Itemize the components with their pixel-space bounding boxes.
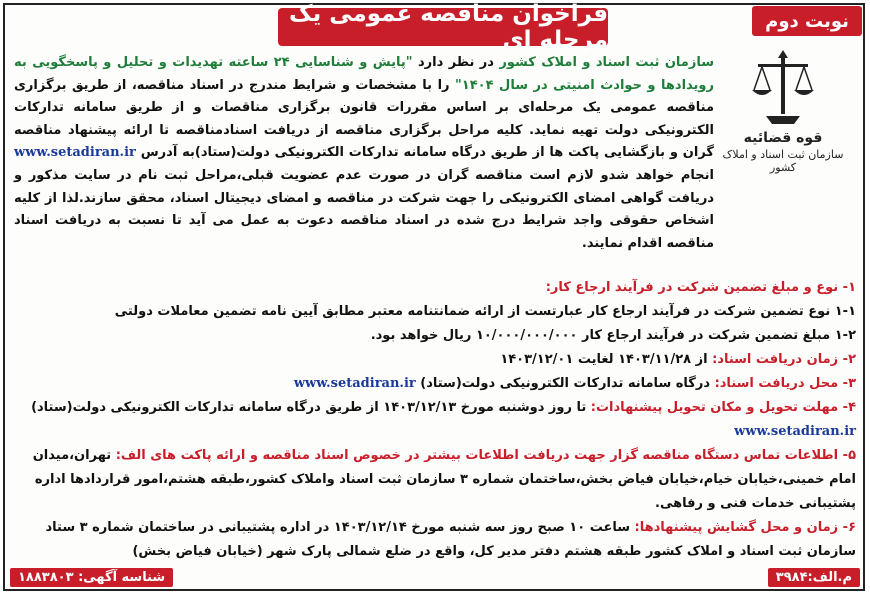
section-2-value: از ۱۴۰۳/۱۱/۲۸ لغایت ۱۴۰۳/۱۲/۰۱ [500,352,713,367]
round-badge-text: نوبت دوم [765,10,849,32]
intro-website-link[interactable]: www.setadiran.ir [14,145,136,161]
code-text: م.الف:۳۹۸۴ [775,570,852,585]
section-4-label: ۴- مهلت تحویل و مکان تحویل پیشنهادات: [590,400,856,415]
section-3-label: ۳- محل دریافت اسناد: [714,376,856,391]
section-3 [14,372,856,396]
section-2 [14,348,856,372]
judiciary-emblem [718,50,848,190]
intro-text-3: انجام خواهد شدو لازم است مناقصه گران در صورت عدم عضویت قبلی،مراحل ثبت نام در سایت مذکور و دریافت گواهی امضای الکترونیکی را جهت شرکت در مناقصه و امضای دیجیتال اسناد، محقق سازند.لذا از کلیه اشخاص حقوقی واجد شرایط درج شده در اسناد مناقصه دعوت به عمل می آید تا نسبت به دریافت اسناد مناقصه اقدام نمایند. [14,167,714,251]
section-4 [14,396,856,444]
notice-id-text: شناسه آگهی: ۱۸۸۳۸۰۳ [18,570,166,585]
notice-id-badge [10,568,173,587]
section-6-value: ساعت ۱۰ صبح روز سه شنبه مورخ ۱۴۰۳/۱۲/۱۴ در اداره پشتیبانی در ساختمان شماره ۳ ستاد سازمان ثبت اسناد و املاک کشور طبقه هشتم دفتر مدیر کل، واقع در ضلع شمالی پارک شهر (خیابان فیاض بخش) [45,520,856,559]
intro-text-1: در نظر دارد [412,55,500,70]
section-5-value: تهران،میدان امام خمینی،خیابان خیام،خیابان فیاض بخش،ساختمان شماره ۳ سازمان ثبت اسناد واملاک کشور،طبقه هشتم،امور قراردادها اداره پشتیبانی خدمات فنی و رفاهی. [32,448,856,511]
scales-of-justice-icon [748,50,818,128]
notice-title [278,1,608,53]
intro-org-name: سازمان ثبت اسناد و املاک کشور [499,55,714,70]
section-6-label: ۶- زمان و محل گشایش پیشنهادها: [634,520,856,535]
notice-sections [14,276,856,564]
code-badge [768,568,860,587]
section-6 [14,516,856,564]
notice-title-text: فراخوان مناقصه عمومی یک مرحله ای [289,1,608,53]
section-2-label: ۲- زمان دریافت اسناد: [712,352,856,367]
section-5-label: ۵- اطلاعات تماس دستگاه مناقصه گزار جهت دریافت اطلاعات بیشتر در خصوص اسناد مناقصه و ارائه پاکت های الف: [115,448,856,463]
section-3-website-link[interactable]: www.setadiran.ir [293,376,416,391]
intro-text-2: را با مشخصات و شرایط مندرج در اسناد مناقصه، از طریق برگزاری مناقصه عمومی یک مرحله‌ای بر اساس مقررات قانون برگزاری مناقصات و از طریق سامانه تدارکات الکترونیکی دولت تهیه نماید. کلیه مراحل برگزاری مناقصه از دریافت اسنادمناقصه تا ارائه پیشنهاد مناقصه گران و بازگشایی پاکت ها از طریق درگاه سامانه تدارکات الکترونیکی دولت(ستاد)به آدرس [14,77,714,161]
section-4-value: تا روز دوشنبه مورخ ۱۴۰۳/۱۲/۱۳ از طریق درگاه سامانه تدارکات الکترونیکی دولت(ستاد) [31,400,591,415]
intro-paragraph [14,52,714,255]
round-badge [752,6,862,36]
emblem-org-registry: سازمان ثبت اسناد و املاک کشور [722,148,844,174]
section-1-2: ۱-۲ مبلغ تضمین شرکت در فرآیند ارجاع کار ۱۰/۰۰۰/۰۰۰/۰۰۰ ریال خواهد بود. [370,328,856,343]
emblem-org-judiciary: قوه قضائیه [743,130,823,146]
intro-project-title: "پایش و شناسایی ۲۴ ساعته تهدیدات و تحلیل و پاسخگویی به رویدادها و حوادث امنیتی در سال ۱۴۰۴" [14,55,714,93]
section-1-1: ۱-۱ نوع تضمین شرکت در فرآیند ارجاع کار عبارتست از ارائه ضمانتنامه معتبر مطابق آیین نامه تضمین معاملات دولتی [114,304,856,319]
section-1-heading: ۱- نوع و مبلغ تضمین شرکت در فرآیند ارجاع کار: [545,280,856,295]
section-5 [14,444,856,516]
section-3-value: درگاه سامانه تدارکات الکترونیکی دولت(ستاد) [415,376,715,391]
section-4-website-link[interactable]: www.setadiran.ir [734,424,856,439]
